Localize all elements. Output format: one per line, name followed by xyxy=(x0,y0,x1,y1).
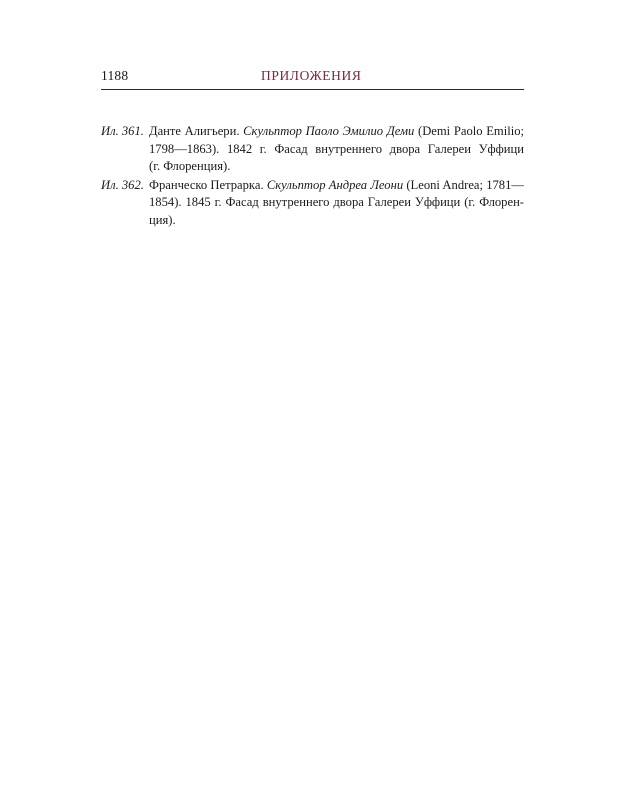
caption-sculptor: Скульптор Паоло Эмилио Деми xyxy=(243,124,415,138)
caption-line xyxy=(149,177,524,195)
caption-text: (г. Флоренция). xyxy=(149,159,231,174)
caption-line xyxy=(149,141,524,159)
caption-text: 1798—1863). 1842 г. Фасад внутреннего двора Галереи Уффици xyxy=(149,141,524,156)
caption-ill-362 xyxy=(101,177,524,230)
caption-text: 1854). 1845 г. Фасад внутреннего двора Галереи Уффици (г. Флорен- xyxy=(149,195,524,210)
caption-line xyxy=(149,158,524,176)
caption-number: Ил. 361. xyxy=(101,124,144,138)
section-title: ПРИЛОЖЕНИЯ xyxy=(261,68,362,83)
running-head xyxy=(101,68,524,88)
page-number: 1188 xyxy=(101,68,129,83)
caption-number: Ил. 362. xyxy=(101,177,144,192)
caption-line xyxy=(149,123,524,141)
caption-line xyxy=(149,194,524,212)
caption-sculptor: Скульптор Андреа Леони xyxy=(266,177,404,192)
caption-text: (Leoni Andrea; 1781— xyxy=(403,177,524,192)
caption-ill-361 xyxy=(101,123,524,176)
header-rule xyxy=(101,89,524,90)
caption-text: Франческо Петрарка. xyxy=(149,177,267,192)
caption-text: Данте Алигьери. xyxy=(149,124,244,138)
illustration-captions xyxy=(101,123,524,231)
caption-line xyxy=(149,212,524,230)
caption-text: (Demi Paolo Emilio; xyxy=(414,124,524,138)
caption-text: ция). xyxy=(149,212,176,227)
